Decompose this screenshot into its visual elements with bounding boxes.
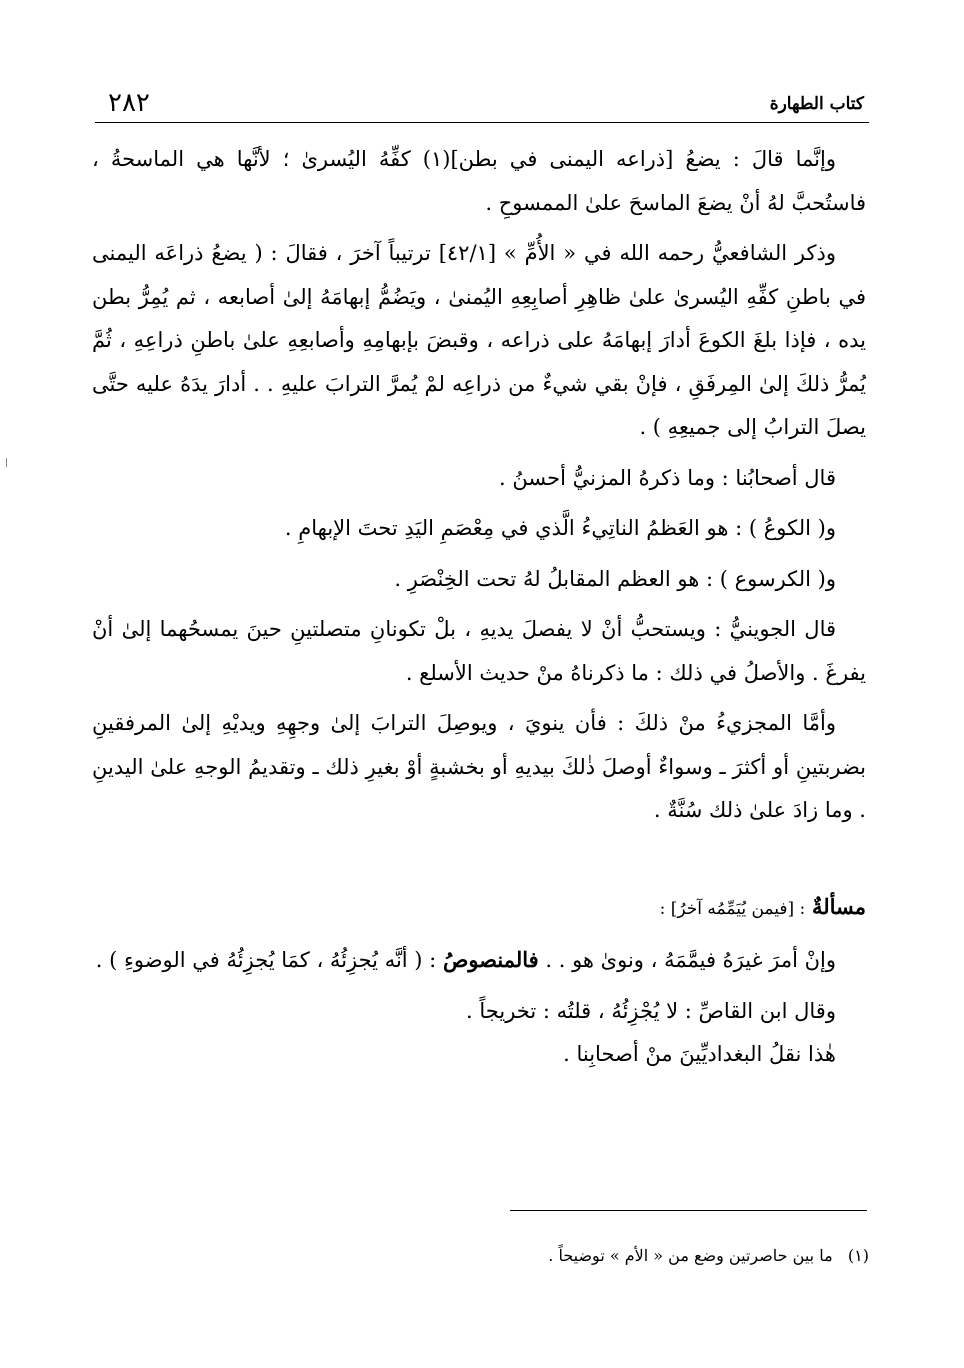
page-number: ٢٨٢ xyxy=(108,88,150,118)
text-run: هٰذا نقلُ البغداديِّينَ منْ أصحابِنا . xyxy=(563,1042,836,1066)
header-divider xyxy=(95,122,869,123)
masala-heading xyxy=(92,885,866,932)
margin-mark xyxy=(6,458,7,467)
text-run: : ( أنَّه يُجزِئُهُ ، كمَا يُجزِئُهُ في الوضوءِ ) . xyxy=(95,948,443,972)
paragraph xyxy=(92,1033,866,1077)
bold-term: فالمنصوصُ xyxy=(442,947,539,972)
paragraph: قال الجوينيُّ : ويستحبُّ أنْ لا يفصلَ يديهِ ، بلْ تكونانِ متصلتينِ حينَ يمسحُهما إلىٰ أنْ يفرغَ . والأصلُ في ذلك : ما ذكرناهُ منْ حديث الأسلع . xyxy=(92,617,866,685)
footnote-divider xyxy=(510,1210,867,1211)
running-title: كتاب الطهارة xyxy=(769,94,864,114)
main-text xyxy=(92,138,866,1077)
masala-title: : [فيمن يُيَمِّمُه آخرُ] : xyxy=(659,898,806,919)
footnote-marker: (١) xyxy=(847,1246,869,1265)
paragraph: و( الكوعُ ) : هو العَظمُ الناتِيءُ الَّذي في مِعْصَمِ اليَدِ تحتَ الإبهامِ . xyxy=(284,516,836,540)
text-run: وإنْ أمرَ غيرَهُ فيمَّمَهُ ، ونوىٰ هو . . xyxy=(538,948,836,972)
paragraph xyxy=(92,990,866,1034)
paragraph xyxy=(92,938,866,983)
footnote-text: ما بين حاصرتين وضع من « الأم » توضيحاً . xyxy=(548,1246,833,1265)
paragraph: قال أصحابُنا : وما ذكرهُ المزنيُّ أحسنُ . xyxy=(499,465,836,490)
paragraph: وإنَّما قالَ : يضعُ [ذراعه اليمنى في بطن](١) كفِّهُ اليُسرىٰ ؛ لأنَّها هي الماسحةُ ، فاستُحبَّ لهُ أنْ يضعَ الماسحَ علىٰ الممسوحِ . xyxy=(92,147,866,215)
masala-label: مسألةٌ xyxy=(811,893,866,919)
footnote xyxy=(548,1244,869,1268)
paragraph: وذكر الشافعيُّ رحمه الله في « الأُمِّ » [٤٢/١] ترتيباً آخرَ ، فقالَ : ( يضعُ ذراعَه اليمنى في باطنِ كفِّهِ اليُسرىٰ علىٰ ظاهِرِ أصابِعِهِ اليُمنىٰ ، ويَضُمُّ إبهامَهُ إلىٰ أصابعه ، ثم يُمِرُّ بطن يده ، فإذا بلغَ الكوعَ أدارَ إبهامَهُ على ذراعه ، وقبضَ بإبهامِهِ وأصابعِهِ علىٰ باطنِ ذراعِهِ ، ثُمَّ يُمرُّ ذلكَ إلىٰ المِرفَقِ ، فإنْ بقي شيءٌ من ذراعِه لمْ يُمرَّ الترابَ عليهِ . . أدارَ يدَهُ عليه حتَّى يصلَ الترابُ إلى جميعِهِ ) . xyxy=(92,241,866,439)
text-run: وقال ابن القاصِّ : لا يُجْزِئُهُ ، قلتُه : تخريجاً . xyxy=(466,998,836,1023)
paragraph: وأمَّا المجزيءُ منْ ذلكَ : فأن ينويَ ، ويوصِلَ الترابَ إلىٰ وجهِهِ ويديْهِ إلىٰ المرفقينِ بضربتينِ أو أكثرَ ـ وسواءٌ أوصلَ ذٰلكَ بيديهِ أو بخشبةٍ أوْ بغيرِ ذلك ـ وتقديمُ الوجهِ علىٰ اليدينِ . وما زادَ علىٰ ذلك سُنَّةٌ . xyxy=(92,711,866,822)
paragraph: و( الكرسوع ) : هو العظم المقابلُ لهُ تحت الخِنْصَرِ . xyxy=(394,566,836,591)
